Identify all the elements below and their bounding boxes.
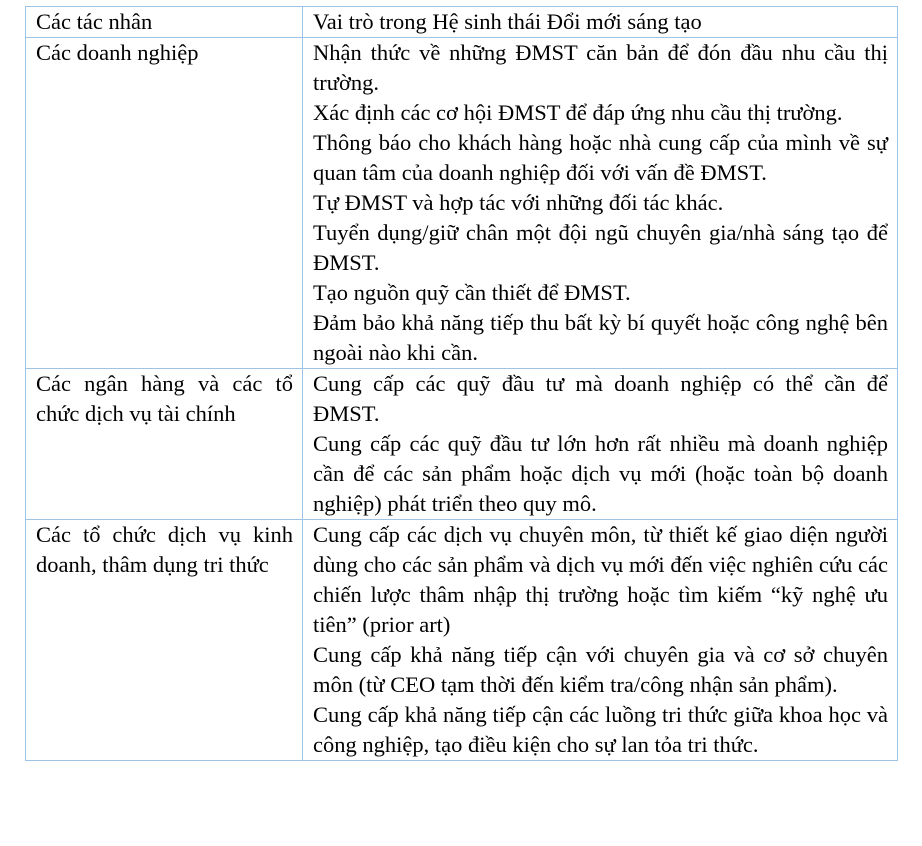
roles-cell — [303, 369, 898, 520]
actor-cell: Các ngân hàng và các tổ chức dịch vụ tài chính — [26, 369, 303, 520]
header-actors: Các tác nhân — [26, 7, 303, 38]
table-row — [26, 38, 898, 369]
role-paragraph: Tự ĐMST và hợp tác với những đối tác khác. — [313, 190, 724, 215]
role-paragraph: Cung cấp khả năng tiếp cận với chuyên gia và cơ sở chuyên môn (từ CEO tạm thời đến kiểm tra/công nhận sản phẩm). — [313, 642, 888, 697]
actor-cell: Các tổ chức dịch vụ kinh doanh, thâm dụng tri thức — [26, 520, 303, 761]
table-row — [26, 369, 898, 520]
role-paragraph: Cung cấp khả năng tiếp cận các luồng tri thức giữa khoa học và công nghiệp, tạo điều kiện cho sự lan tỏa tri thức. — [313, 702, 888, 757]
role-paragraph: Cung cấp các quỹ đầu tư lớn hơn rất nhiều mà doanh nghiệp cần để các sản phẩm hoặc dịch vụ mới (hoặc toàn bộ doanh nghiệp) phát triển theo quy mô. — [313, 431, 888, 516]
header-roles: Vai trò trong Hệ sinh thái Đổi mới sáng tạo — [303, 7, 898, 38]
ecosystem-roles-table — [25, 6, 898, 761]
role-paragraph: Cung cấp các dịch vụ chuyên môn, từ thiết kế giao diện người dùng cho các sản phẩm và dịch vụ mới đến việc nghiên cứu các chiến lược thâm nhập thị trường hoặc tìm kiếm “kỹ nghệ ưu tiên” (prior art) — [313, 522, 888, 637]
actor-cell: Các doanh nghiệp — [26, 38, 303, 369]
role-paragraph: Thông báo cho khách hàng hoặc nhà cung cấp của mình về sự quan tâm của doanh nghiệp đối với vấn đề ĐMST. — [313, 130, 888, 185]
table-row — [26, 520, 898, 761]
role-paragraph: Xác định các cơ hội ĐMST để đáp ứng nhu cầu thị trường. — [313, 100, 843, 125]
role-paragraph: Cung cấp các quỹ đầu tư mà doanh nghiệp có thể cần để ĐMST. — [313, 371, 888, 426]
role-paragraph: Tuyển dụng/giữ chân một đội ngũ chuyên gia/nhà sáng tạo để ĐMST. — [313, 220, 888, 275]
header-row — [26, 7, 898, 38]
role-paragraph: Đảm bảo khả năng tiếp thu bất kỳ bí quyết hoặc công nghệ bên ngoài nào khi cần. — [313, 310, 888, 365]
role-paragraph: Tạo nguồn quỹ cần thiết để ĐMST. — [313, 280, 631, 305]
role-paragraph: Nhận thức về những ĐMST căn bản để đón đầu nhu cầu thị trường. — [313, 40, 888, 95]
roles-cell — [303, 520, 898, 761]
roles-cell — [303, 38, 898, 369]
